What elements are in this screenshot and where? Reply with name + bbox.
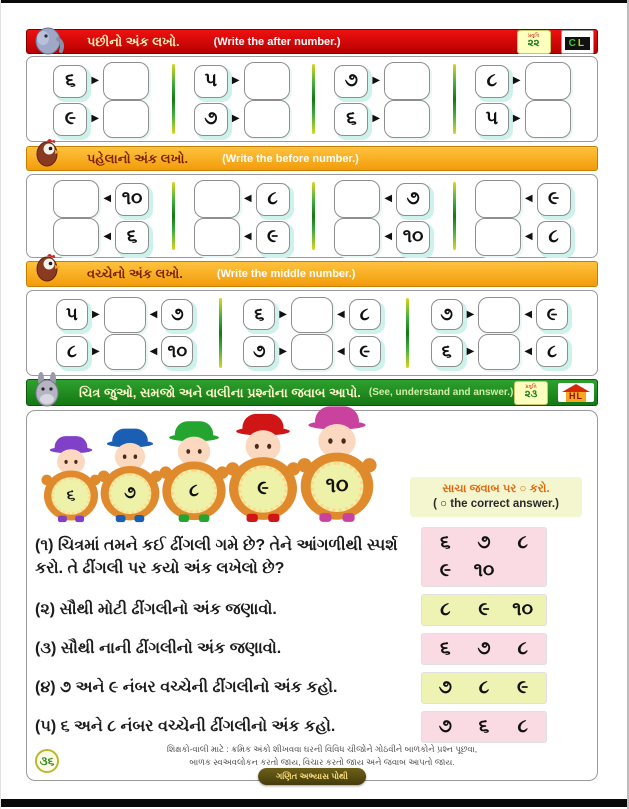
doll [94,417,158,523]
left-arrow-icon: ◀ [384,193,393,204]
middle-exercise-group [406,296,593,333]
doll-hat [243,414,284,432]
doll-foot [134,515,144,522]
doll-eye [329,438,333,444]
answer-option[interactable]: ૮ [517,532,528,553]
column-divider [172,182,175,250]
question-text: (૩) સૌથી નાની ઢીંગલીનો અંક જણાવો. [35,640,282,658]
doll-foot [343,513,355,522]
answer-option[interactable]: ૭ [477,638,491,659]
right-arrow-icon: ▶ [512,113,521,124]
answer-write-box[interactable] [244,100,290,138]
instruction-english: ( ○ the correct answer.) [433,498,559,510]
answer-write-box[interactable] [104,297,146,333]
doll-foot [75,516,84,523]
given-number: ૬ [334,103,368,136]
doll-number: ૧૦ [311,461,364,512]
section-title-english: (See, understand and answer.) [368,387,514,398]
before-exercise-group [453,218,594,256]
circle-answer-instruction [410,477,582,517]
after-exercise-group [172,62,313,100]
teacher-note-line2: બાળક સ્વઅવલોકન કરતો જાય, વિચાર કરતો જાય અને જવાબ આપતો જાય. [189,757,455,768]
given-number: ૧૦ [115,183,149,216]
question-text: (૫) ૬ અને ૮ નંબર વચ્ચેની ઢીંગલીનો અંક કહો. [35,718,336,736]
given-number: ૮ [536,336,568,367]
section-title-gujarati: વચ્ચેનો અંક લખો. [87,266,183,281]
answer-write-box[interactable] [334,218,380,256]
doll-body [44,471,98,521]
cl-logo-l: L [577,37,586,49]
question-row [35,633,547,665]
doll-number: ૭ [109,473,152,514]
after-number-exercise-section [26,56,598,142]
doll-figure [98,429,162,523]
exercise-row [31,333,593,370]
answer-options-row [426,635,542,663]
answer-write-box[interactable] [103,62,149,100]
answer-option[interactable]: ૭ [438,677,452,698]
question-row [35,594,547,626]
after-exercise-group [453,100,594,138]
column-divider [406,298,409,368]
given-number: ૮ [256,183,290,216]
activity-badge-label: પ્રવૃત્તિ [525,384,537,390]
answer-option[interactable]: ૯ [517,677,529,698]
middle-exercise-group [31,333,218,370]
left-arrow-icon: ◀ [524,193,533,204]
answer-options-box [421,633,547,665]
answer-option[interactable]: ૧૦ [473,560,495,581]
column-divider [219,298,222,368]
doll-eye [134,454,138,458]
doll-figure [226,414,300,523]
right-arrow-icon: ▶ [91,113,100,124]
doll-body [229,457,297,520]
before-exercise-group [172,218,313,256]
hl-logo [558,383,594,402]
column-divider [312,64,315,134]
question-text: (૧) ચિત્રમાં તમને કઈ ઢીંગલી ગમે છે? તેને આંગળીથી સ્પર્શ કરો. તે ઢીંગલી પર કયો અંક લખેલો છે? [35,536,398,577]
right-arrow-icon: ▶ [279,308,287,320]
answer-write-box[interactable] [104,334,146,370]
dolls-row [35,417,381,523]
doll-eye [198,449,202,454]
left-arrow-icon: ◀ [103,231,112,242]
doll-hat [55,436,88,450]
given-number: ૯ [53,103,87,136]
question-text: (૪) ૭ અને ૯ નંબર વચ્ચેની ઢીંગલીનો અંક કહો. [35,679,338,697]
doll [35,417,94,523]
answer-option[interactable]: ૮ [517,638,528,659]
left-arrow-icon: ◀ [524,345,533,357]
doll-foot [320,513,332,522]
doll-eye [342,438,346,444]
given-number: ૬ [53,65,87,98]
answer-write-box[interactable] [194,180,240,218]
doll [227,417,301,523]
section-title-english: (Write the middle number.) [216,268,356,280]
answer-option[interactable]: ૬ [440,532,451,553]
right-arrow-icon: ▶ [372,113,381,124]
doll-number: ૬ [51,477,90,515]
answer-write-box[interactable] [478,297,520,333]
answer-write-box[interactable] [244,62,290,100]
doll-eye [123,454,127,458]
answer-option[interactable]: ૭ [477,532,491,553]
answer-options-box [421,672,547,704]
answer-options-box [421,527,547,587]
middle-exercise-group [218,296,405,333]
after-exercise-group [312,62,453,100]
left-arrow-icon: ◀ [149,308,158,320]
before-exercise-group [453,180,594,218]
doll-body [162,462,225,521]
answer-write-box[interactable] [384,100,430,138]
right-arrow-icon: ▶ [231,113,240,124]
doll-hat [315,406,359,425]
doll [301,417,380,523]
right-arrow-icon: ▶ [91,75,100,86]
left-arrow-icon: ◀ [524,308,533,320]
column-divider [453,64,456,134]
question-row [35,711,547,743]
question-text: (૨) સૌથી મોટી ઢીંગલીનો અંક જણાવો. [35,601,277,619]
after-exercise-group [31,100,172,138]
section-header-middle [26,261,598,287]
doll-body [101,466,160,520]
before-exercise-group [172,180,313,218]
right-arrow-icon: ▶ [91,345,100,357]
given-number: ૭ [334,65,368,98]
given-number: ૭ [194,103,228,136]
answer-write-box[interactable] [53,218,99,256]
answer-write-box[interactable] [478,334,520,370]
doll-figure [298,406,377,523]
answer-write-box[interactable] [103,100,149,138]
before-number-exercise-section [26,174,598,258]
given-number: ૯ [537,183,571,216]
given-number: ૬ [431,336,463,367]
before-exercise-group [312,218,453,256]
given-number: ૭ [396,183,430,216]
before-exercise-group [31,180,172,218]
doll-foot [116,515,126,522]
activity-badge [517,30,551,54]
activity-badge-number: ૨૨ [527,38,540,49]
answer-options-row [426,713,542,741]
answer-option[interactable]: ૮ [440,599,451,620]
question-row [35,672,547,704]
activity-badge [514,381,548,405]
given-number: ૭ [431,299,463,330]
doll-number: ૮ [171,469,217,513]
given-number: ૫ [475,103,509,136]
section-title-gujarati: પહેલાનો અંક લખો. [87,150,189,166]
doll-foot [199,514,210,522]
column-divider [312,182,315,250]
doll-eye [255,444,259,449]
doll-hat [112,429,148,444]
after-exercise-group [172,100,313,138]
answer-option[interactable]: ૧૦ [512,599,534,620]
answer-options-row [426,674,542,702]
page-top-edge [1,0,629,3]
doll-foot [247,514,258,522]
given-number: ૧૦ [161,336,193,367]
section-header-after [26,29,598,54]
doll-eye [267,444,271,449]
doll-foot [179,514,190,522]
given-number: ૮ [537,221,571,254]
middle-exercise-group [218,333,405,370]
given-number: ૭ [243,336,275,367]
column-divider [172,64,175,134]
middle-exercise-group [406,333,593,370]
left-arrow-icon: ◀ [149,345,158,357]
answer-write-box[interactable] [194,218,240,256]
activity-badge-number: ૨૩ [524,389,538,400]
cl-logo-c: C [568,37,578,49]
answer-option[interactable]: ૯ [439,560,451,581]
given-number: ૮ [475,65,509,98]
given-number: ૮ [56,336,88,367]
given-number: ૯ [256,221,290,254]
exercise-row [31,296,593,333]
left-arrow-icon: ◀ [336,308,345,320]
doll-number: ૯ [238,465,287,512]
right-arrow-icon: ▶ [279,345,287,357]
answer-write-box[interactable] [291,334,333,370]
left-arrow-icon: ◀ [384,231,393,242]
section-title-gujarati: પછીનો અંક લખો. [87,33,180,49]
answer-options-row [426,596,542,624]
page-bottom-edge [1,799,629,807]
after-exercise-group [453,62,594,100]
right-arrow-icon: ▶ [512,75,521,86]
doll-figure [160,421,229,523]
book-title-banner: ગણિત અભ્યાસ પોથી [258,768,366,785]
answer-option[interactable]: ૯ [478,599,490,620]
answer-write-box[interactable] [53,180,99,218]
left-arrow-icon: ◀ [336,345,345,357]
doll-foot [58,516,67,523]
answer-write-box[interactable] [525,100,571,138]
given-number: ૭ [161,299,193,330]
given-number: ૧૦ [396,221,430,254]
answer-write-box[interactable] [384,62,430,100]
given-number: ૬ [243,299,275,330]
middle-number-exercise-section [26,290,598,376]
activity-badge-label: પ્રવૃત્તિ [528,33,540,39]
before-exercise-group [31,218,172,256]
given-number: ૬ [115,221,149,254]
teacher-note-line1: શિક્ષકો-વાલી માટે : ક્રમિક અંકો શીખવવા ઘરની વિવિધ ચીજોને ગોઠવીને બાળકોને પ્રશ્ન પૂછવા, [166,744,478,754]
answer-option[interactable]: ૬ [440,638,451,659]
picture-question-section [26,410,598,781]
bird-icon [33,253,63,294]
right-arrow-icon: ▶ [231,75,240,86]
left-arrow-icon: ◀ [243,193,252,204]
answer-write-box[interactable] [475,218,521,256]
hl-logo-text: HL [566,392,586,402]
section-title-gujarati: ચિત્ર જુઓ, સમજો અને વાલીના પ્રશ્નોના જવાબ આપો. [79,384,361,400]
right-arrow-icon: ▶ [466,308,475,320]
after-exercise-group [31,62,172,100]
section-header-picture [26,379,598,406]
doll-figure [41,436,100,523]
cl-logo [561,30,594,54]
section-header-before [26,146,598,171]
answer-write-box[interactable] [525,62,571,100]
instruction-gujarati: સાચા જવાબ પર ○ કરો. [442,483,550,496]
answer-options-row [426,557,542,585]
answer-option[interactable]: ૮ [478,677,490,698]
answer-options-box [421,711,547,743]
answer-option[interactable]: ૬ [478,716,490,737]
answer-write-box[interactable] [291,297,333,333]
left-arrow-icon: ◀ [103,193,112,204]
answer-options-box [421,594,547,626]
given-number: ૯ [349,336,381,367]
doll-eye [186,449,190,454]
middle-exercise-group [31,296,218,333]
right-arrow-icon: ▶ [91,308,100,320]
answer-write-box[interactable] [334,180,380,218]
doll-hat [175,421,213,437]
section-title-english: (Write the before number.) [222,152,359,165]
doll [158,417,227,523]
teacher-note [67,743,577,769]
section-title-english: (Write the after number.) [213,35,341,48]
doll-body [301,453,374,520]
right-arrow-icon: ▶ [372,75,381,86]
answer-option[interactable]: ૮ [517,716,528,737]
doll-eye [74,460,77,464]
answer-option[interactable]: ૭ [438,716,452,737]
left-arrow-icon: ◀ [243,231,252,242]
donkey-icon [33,371,63,414]
bird-icon [33,138,63,179]
given-number: ૫ [56,299,88,330]
doll-eye [64,460,67,464]
before-exercise-group [312,180,453,218]
page-number: ૩૬ [35,749,59,773]
given-number: ૮ [349,299,381,330]
questions-list [35,527,547,750]
left-arrow-icon: ◀ [524,231,533,242]
doll-foot [268,514,279,522]
right-arrow-icon: ▶ [466,345,475,357]
given-number: ૯ [536,299,568,330]
column-divider [453,182,456,250]
answer-write-box[interactable] [475,180,521,218]
after-exercise-group [312,100,453,138]
given-number: ૫ [194,65,228,98]
question-row [35,527,547,587]
answer-options-row [426,529,542,557]
